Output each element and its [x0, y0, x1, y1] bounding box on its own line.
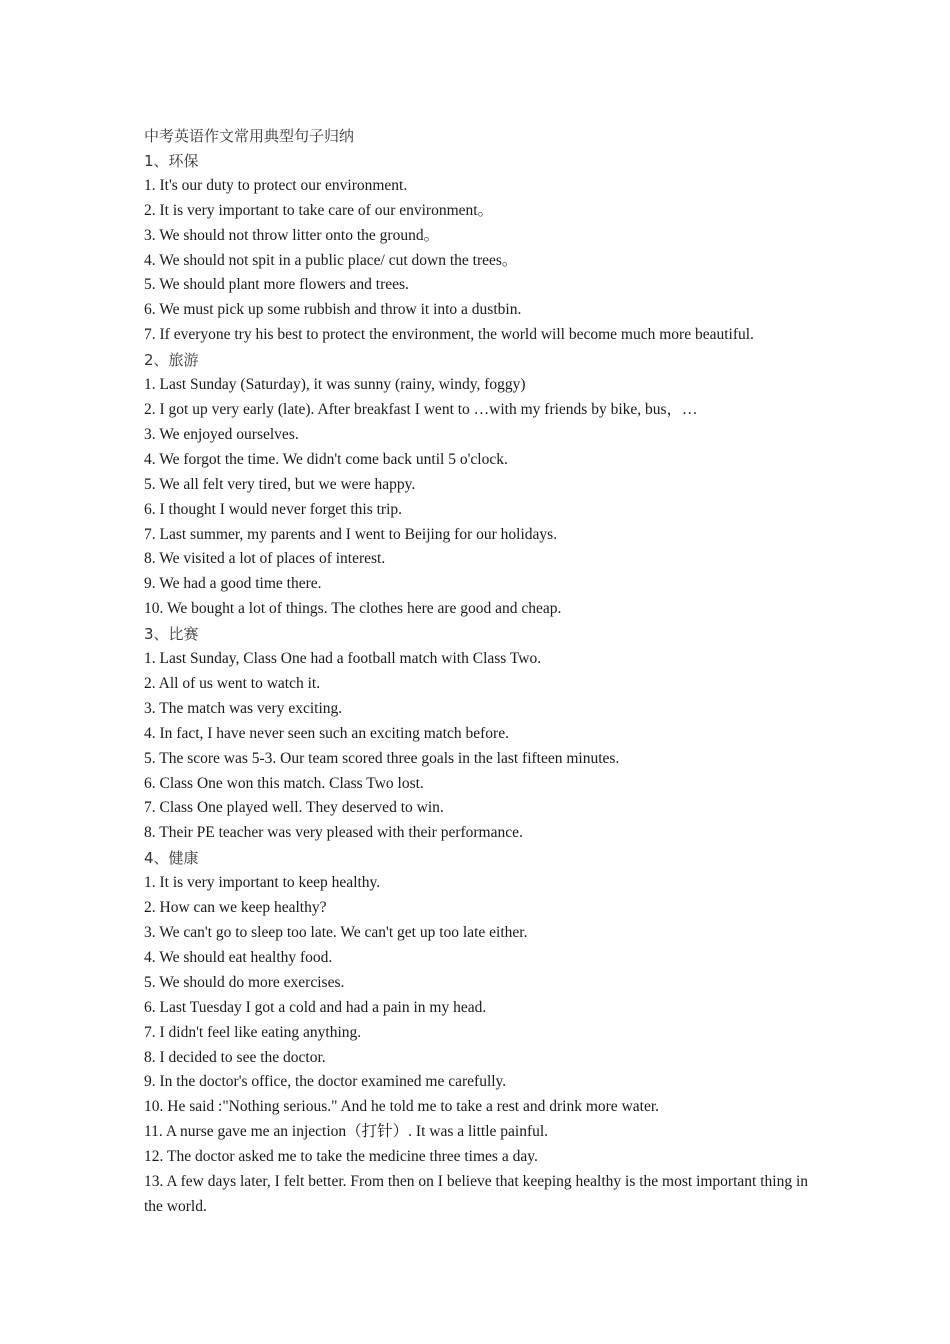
section-heading: 4、健康	[144, 849, 199, 868]
sentence: 5. We should plant more flowers and trees.	[144, 276, 409, 294]
sentence: 9. In the doctor's office, the doctor examined me carefully.	[144, 1073, 507, 1091]
section-travel	[144, 348, 814, 622]
sentence: 6. We must pick up some rubbish and throw it into a dustbin.	[144, 301, 522, 319]
sentence: 5. We should do more exercises.	[144, 973, 345, 991]
sentence: 5. The score was 5-3. Our team scored three goals in the last fifteen minutes.	[144, 749, 620, 767]
sentence: 8. We visited a lot of places of interest.	[144, 550, 386, 568]
sentence: 7. If everyone try his best to protect the environment, the world will become much more beautiful.	[144, 326, 754, 344]
sentence: 10. He said :"Nothing serious." And he told me to take a rest and drink more water.	[144, 1098, 660, 1116]
sentence: 3. The match was very exciting.	[144, 699, 343, 717]
document-page	[144, 124, 814, 1220]
sentence: 2. How can we keep healthy?	[144, 899, 327, 917]
sentence: 4. We should not spit in a public place/ cut down the trees。	[144, 251, 518, 269]
sentence: 10. We bought a lot of things. The clothes here are good and cheap.	[144, 600, 562, 618]
sentence: 2. It is very important to take care of our environment。	[144, 201, 494, 219]
sentence: 3. We should not throw litter onto the ground。	[144, 226, 440, 244]
sentence: 7. Class One played well. They deserved to win.	[144, 799, 444, 817]
sentence: 6. I thought I would never forget this trip.	[144, 500, 403, 518]
sentence: 3. We enjoyed ourselves.	[144, 425, 299, 443]
sentence: 12. The doctor asked me to take the medicine three times a day.	[144, 1148, 538, 1166]
section-heading: 3、比赛	[144, 625, 199, 644]
section-health	[144, 846, 814, 1220]
sentence: 4. We should eat healthy food.	[144, 948, 333, 966]
sentence: 6. Last Tuesday I got a cold and had a pain in my head.	[144, 998, 487, 1016]
sentence: 2. All of us went to watch it.	[144, 674, 321, 692]
sentence: 1. Last Sunday (Saturday), it was sunny (rainy, windy, foggy)	[144, 376, 526, 394]
section-heading: 2、旅游	[144, 351, 199, 370]
sentence: 1. It is very important to keep healthy.	[144, 874, 381, 892]
sentence: 11. A nurse gave me an injection（打针）. It was a little painful.	[144, 1123, 549, 1141]
sentence: 4. We forgot the time. We didn't come back until 5 o'clock.	[144, 450, 508, 468]
document-title: 中考英语作文常用典型句子归纳	[144, 127, 355, 145]
sentence: 9. We had a good time there.	[144, 575, 322, 593]
sentence: 8. Their PE teacher was very pleased with their performance.	[144, 824, 523, 842]
sentence: 1. It's our duty to protect our environment.	[144, 176, 408, 194]
sentence: 7. Last summer, my parents and I went to Beijing for our holidays.	[144, 525, 558, 543]
sentence: 6. Class One won this match. Class Two lost.	[144, 774, 424, 792]
sentence: 8. I decided to see the doctor.	[144, 1048, 326, 1066]
section-environment	[144, 149, 814, 348]
section-heading: 1、环保	[144, 151, 199, 170]
sentence: 3. We can't go to sleep too late. We can't get up too late either.	[144, 924, 528, 941]
sentence: 5. We all felt very tired, but we were happy.	[144, 475, 416, 493]
sentence: 13. A few days later, I felt better. From then on I believe that keeping healthy is the most important thing in the world.	[144, 1173, 809, 1215]
section-match	[144, 622, 814, 846]
sentence: 4. In fact, I have never seen such an exciting match before.	[144, 724, 509, 742]
sentence: 2. I got up very early (late). After breakfast I went to …with my friends by bike, bus，…	[144, 400, 698, 418]
sentence: 1. Last Sunday, Class One had a football match with Class Two.	[144, 650, 542, 668]
sentence: 7. I didn't feel like eating anything.	[144, 1023, 362, 1041]
